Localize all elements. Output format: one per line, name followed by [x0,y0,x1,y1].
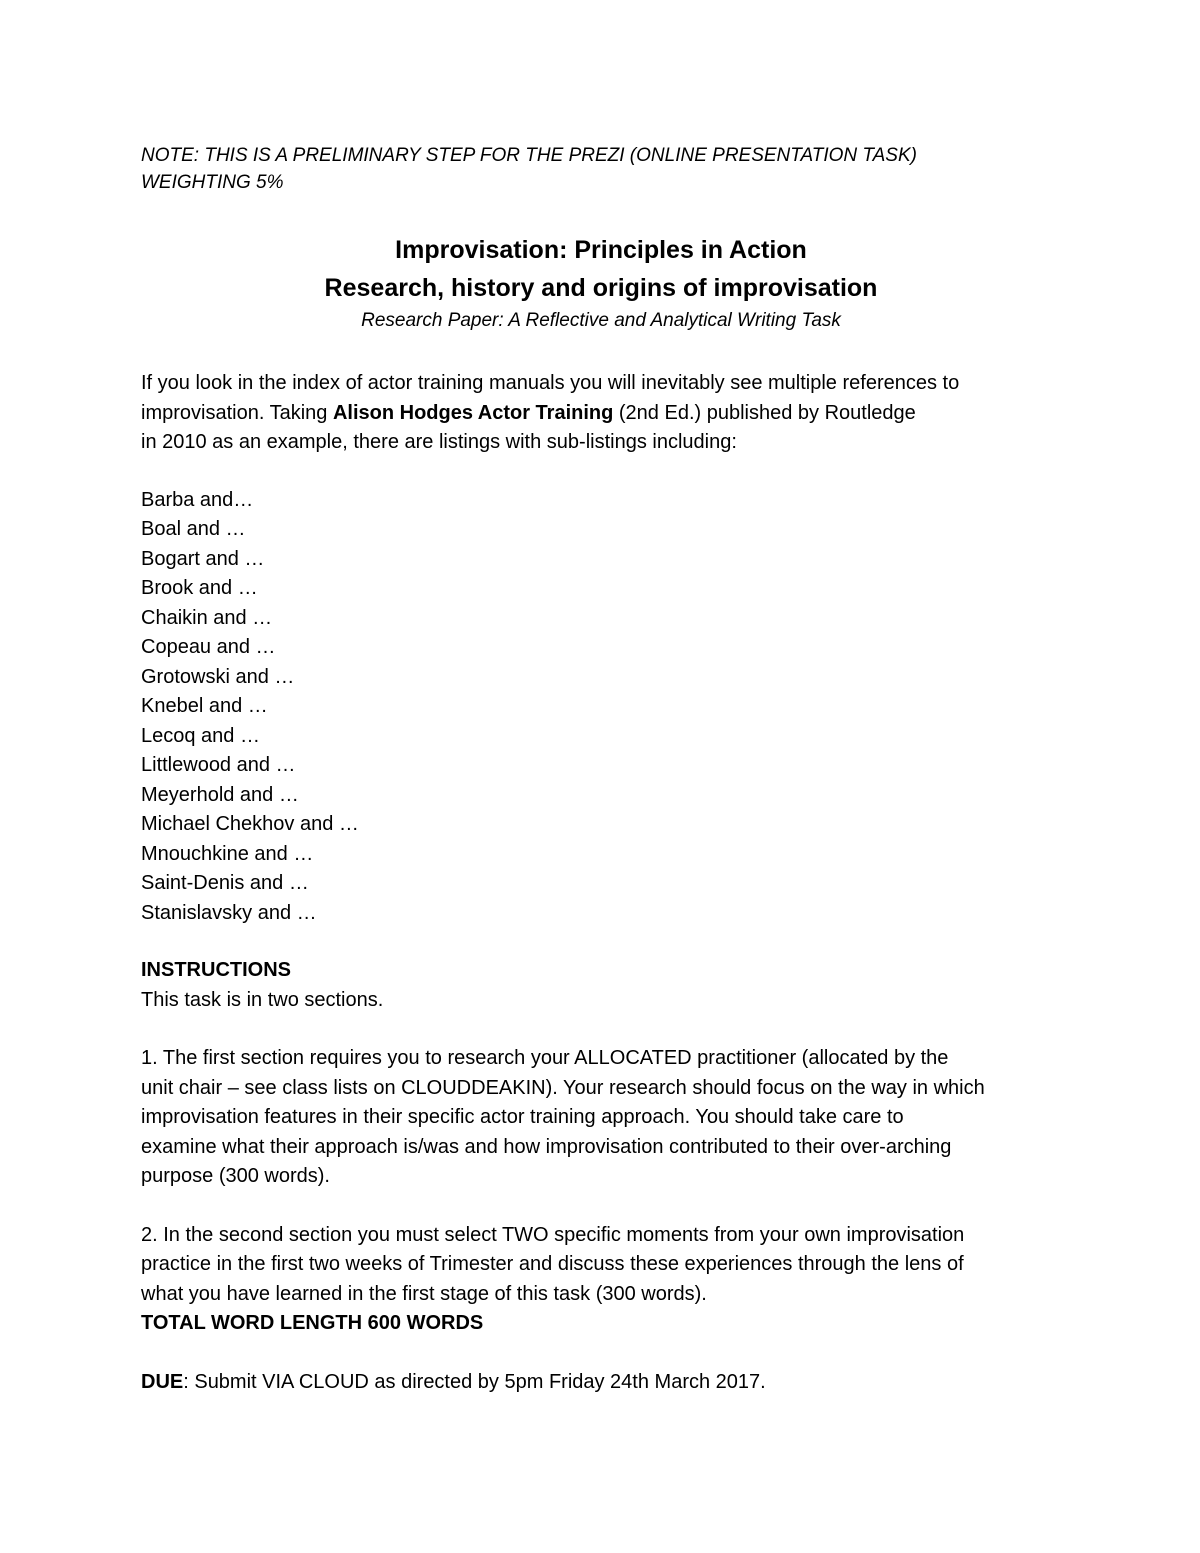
list-item: Saint-Denis and … [141,872,309,894]
note-line-2: WEIGHTING 5% [141,172,284,193]
due-text: : Submit VIA CLOUD as directed by 5pm Friday 24th March 2017. [183,1370,766,1393]
document-content [141,142,1061,1397]
due-line [141,1368,1061,1398]
section-2-line: what you have learned in the first stage of this task (300 words). [141,1282,707,1305]
list-item: Bogart and … [141,547,265,570]
section-2-paragraph [141,1221,1061,1339]
intro-paragraph [141,369,1061,458]
section-1-line: purpose (300 words). [141,1165,330,1187]
due-label: DUE [141,1370,184,1393]
list-item: Lecoq and … [141,724,260,747]
list-item: Copeau and … [141,636,276,658]
section-1-line: improvisation features in their specific actor training approach. You should take care to [141,1106,904,1128]
section-1-line: unit chair – see class lists on CLOUDDEAKIN). Your research should focus on the way in which [141,1076,985,1099]
list-item: Barba and… [141,488,254,511]
list-item: Littlewood and … [141,754,296,776]
list-item: Meyerhold and … [141,783,299,806]
title-block [141,231,1061,335]
instructions-heading: INSTRUCTIONS [141,959,291,981]
section-2-line: practice in the first two weeks of Trimester and discuss these experiences through the lens of [141,1253,964,1275]
preliminary-note [141,142,1061,196]
list-item: Boal and … [141,518,246,540]
document-subtitle: Research Paper: A Reflective and Analytical Writing Task [361,310,841,331]
section-1-line: 1. The first section requires you to research your ALLOCATED practitioner (allocated by the [141,1047,949,1069]
list-item: Michael Chekhov and … [141,813,359,835]
list-item: Stanislavsky and … [141,901,317,924]
document-title: Improvisation: Principles in Action [395,236,807,264]
list-item: Mnouchkine and … [141,842,314,865]
list-item: Knebel and … [141,695,268,717]
practitioner-list [141,486,1061,929]
intro-line-2-pre: improvisation. Taking [141,401,333,424]
section-1-paragraph [141,1044,1061,1192]
book-title: Alison Hodges Actor Training [332,401,614,424]
list-item: Brook and … [141,577,258,599]
intro-line-1: If you look in the index of actor training manuals you will inevitably see multiple references to [141,372,960,394]
instructions-intro: This task is in two sections. [141,988,384,1011]
intro-line-2-post: (2nd Ed.) published by Routledge [613,401,916,424]
list-item: Grotowski and … [141,665,295,688]
document-title-2: Research, history and origins of improvisation [324,274,878,302]
section-2-line: 2. In the second section you must select TWO specific moments from your own improvisation [141,1223,965,1246]
intro-line-3: in 2010 as an example, there are listings with sub-listings including: [141,431,737,453]
total-word-length: TOTAL WORD LENGTH 600 WORDS [141,1312,484,1334]
note-line-1: NOTE: THIS IS A PRELIMINARY STEP FOR THE PREZI (ONLINE PRESENTATION TASK) [141,145,917,166]
list-item: Chaikin and … [141,606,273,629]
section-1-line: examine what their approach is/was and how improvisation contributed to their over-arching [141,1135,952,1158]
